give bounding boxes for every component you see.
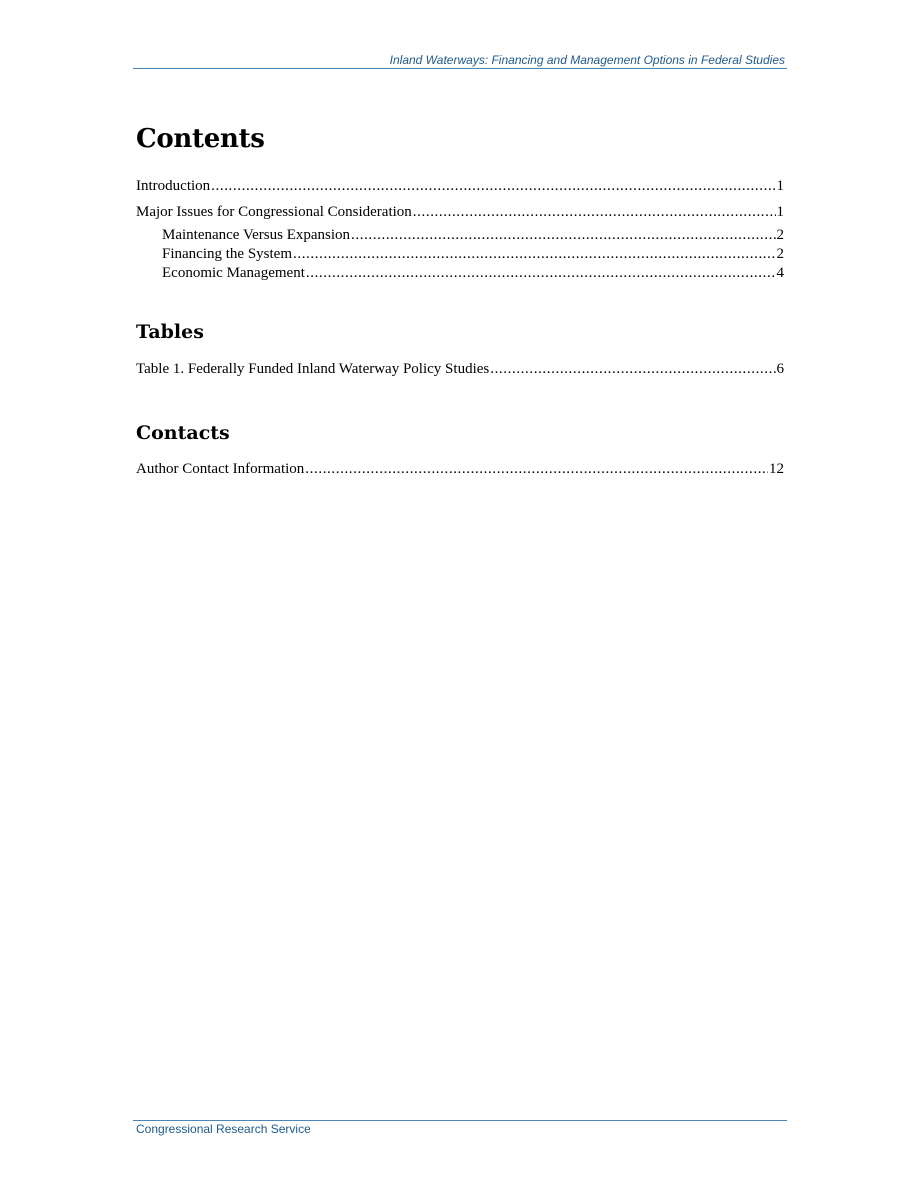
toc-entry-page: 1 [776, 178, 784, 194]
toc-entry-title: Introduction [136, 178, 211, 194]
tables-heading: Tables [136, 321, 204, 343]
dot-leader [211, 177, 775, 195]
toc-entry-title: Major Issues for Congressional Consideration [136, 204, 412, 220]
dot-leader [413, 203, 776, 221]
contacts-heading: Contacts [136, 422, 230, 444]
footer-rule [133, 1120, 787, 1121]
toc-entry-title: Maintenance Versus Expansion [162, 227, 351, 243]
contents-heading: Contents [136, 124, 265, 154]
dot-leader [293, 245, 776, 263]
toc-entry-introduction[interactable] [136, 177, 784, 195]
dot-leader [305, 460, 768, 478]
toc-entry-table-1[interactable] [136, 360, 784, 378]
dot-leader [490, 360, 775, 378]
toc-entry-author-contact[interactable] [136, 460, 784, 478]
header-rule [133, 68, 787, 69]
toc-entry-economic-management[interactable] [162, 264, 784, 282]
toc-entry-page: 12 [769, 461, 784, 477]
dot-leader [306, 264, 776, 282]
toc-entry-title: Economic Management [162, 265, 305, 281]
toc-entry-page: 1 [776, 204, 784, 220]
toc-entry-page: 6 [776, 361, 784, 377]
toc-entry-title: Table 1. Federally Funded Inland Waterway Policy Studies [136, 361, 490, 377]
footer-source: Congressional Research Service [136, 1122, 311, 1136]
toc-entry-financing-the-system[interactable] [162, 245, 784, 263]
toc-entry-major-issues[interactable] [136, 203, 784, 221]
toc-entry-title: Financing the System [162, 246, 292, 262]
toc-entry-page: 2 [776, 227, 784, 243]
toc-entry-page: 4 [776, 265, 784, 281]
running-header: Inland Waterways: Financing and Management Options in Federal Studies [389, 53, 785, 67]
dot-leader [351, 226, 775, 244]
toc-entry-maintenance-versus-expansion[interactable] [162, 226, 784, 244]
toc-entry-title: Author Contact Information [136, 461, 305, 477]
toc-entry-page: 2 [776, 246, 784, 262]
